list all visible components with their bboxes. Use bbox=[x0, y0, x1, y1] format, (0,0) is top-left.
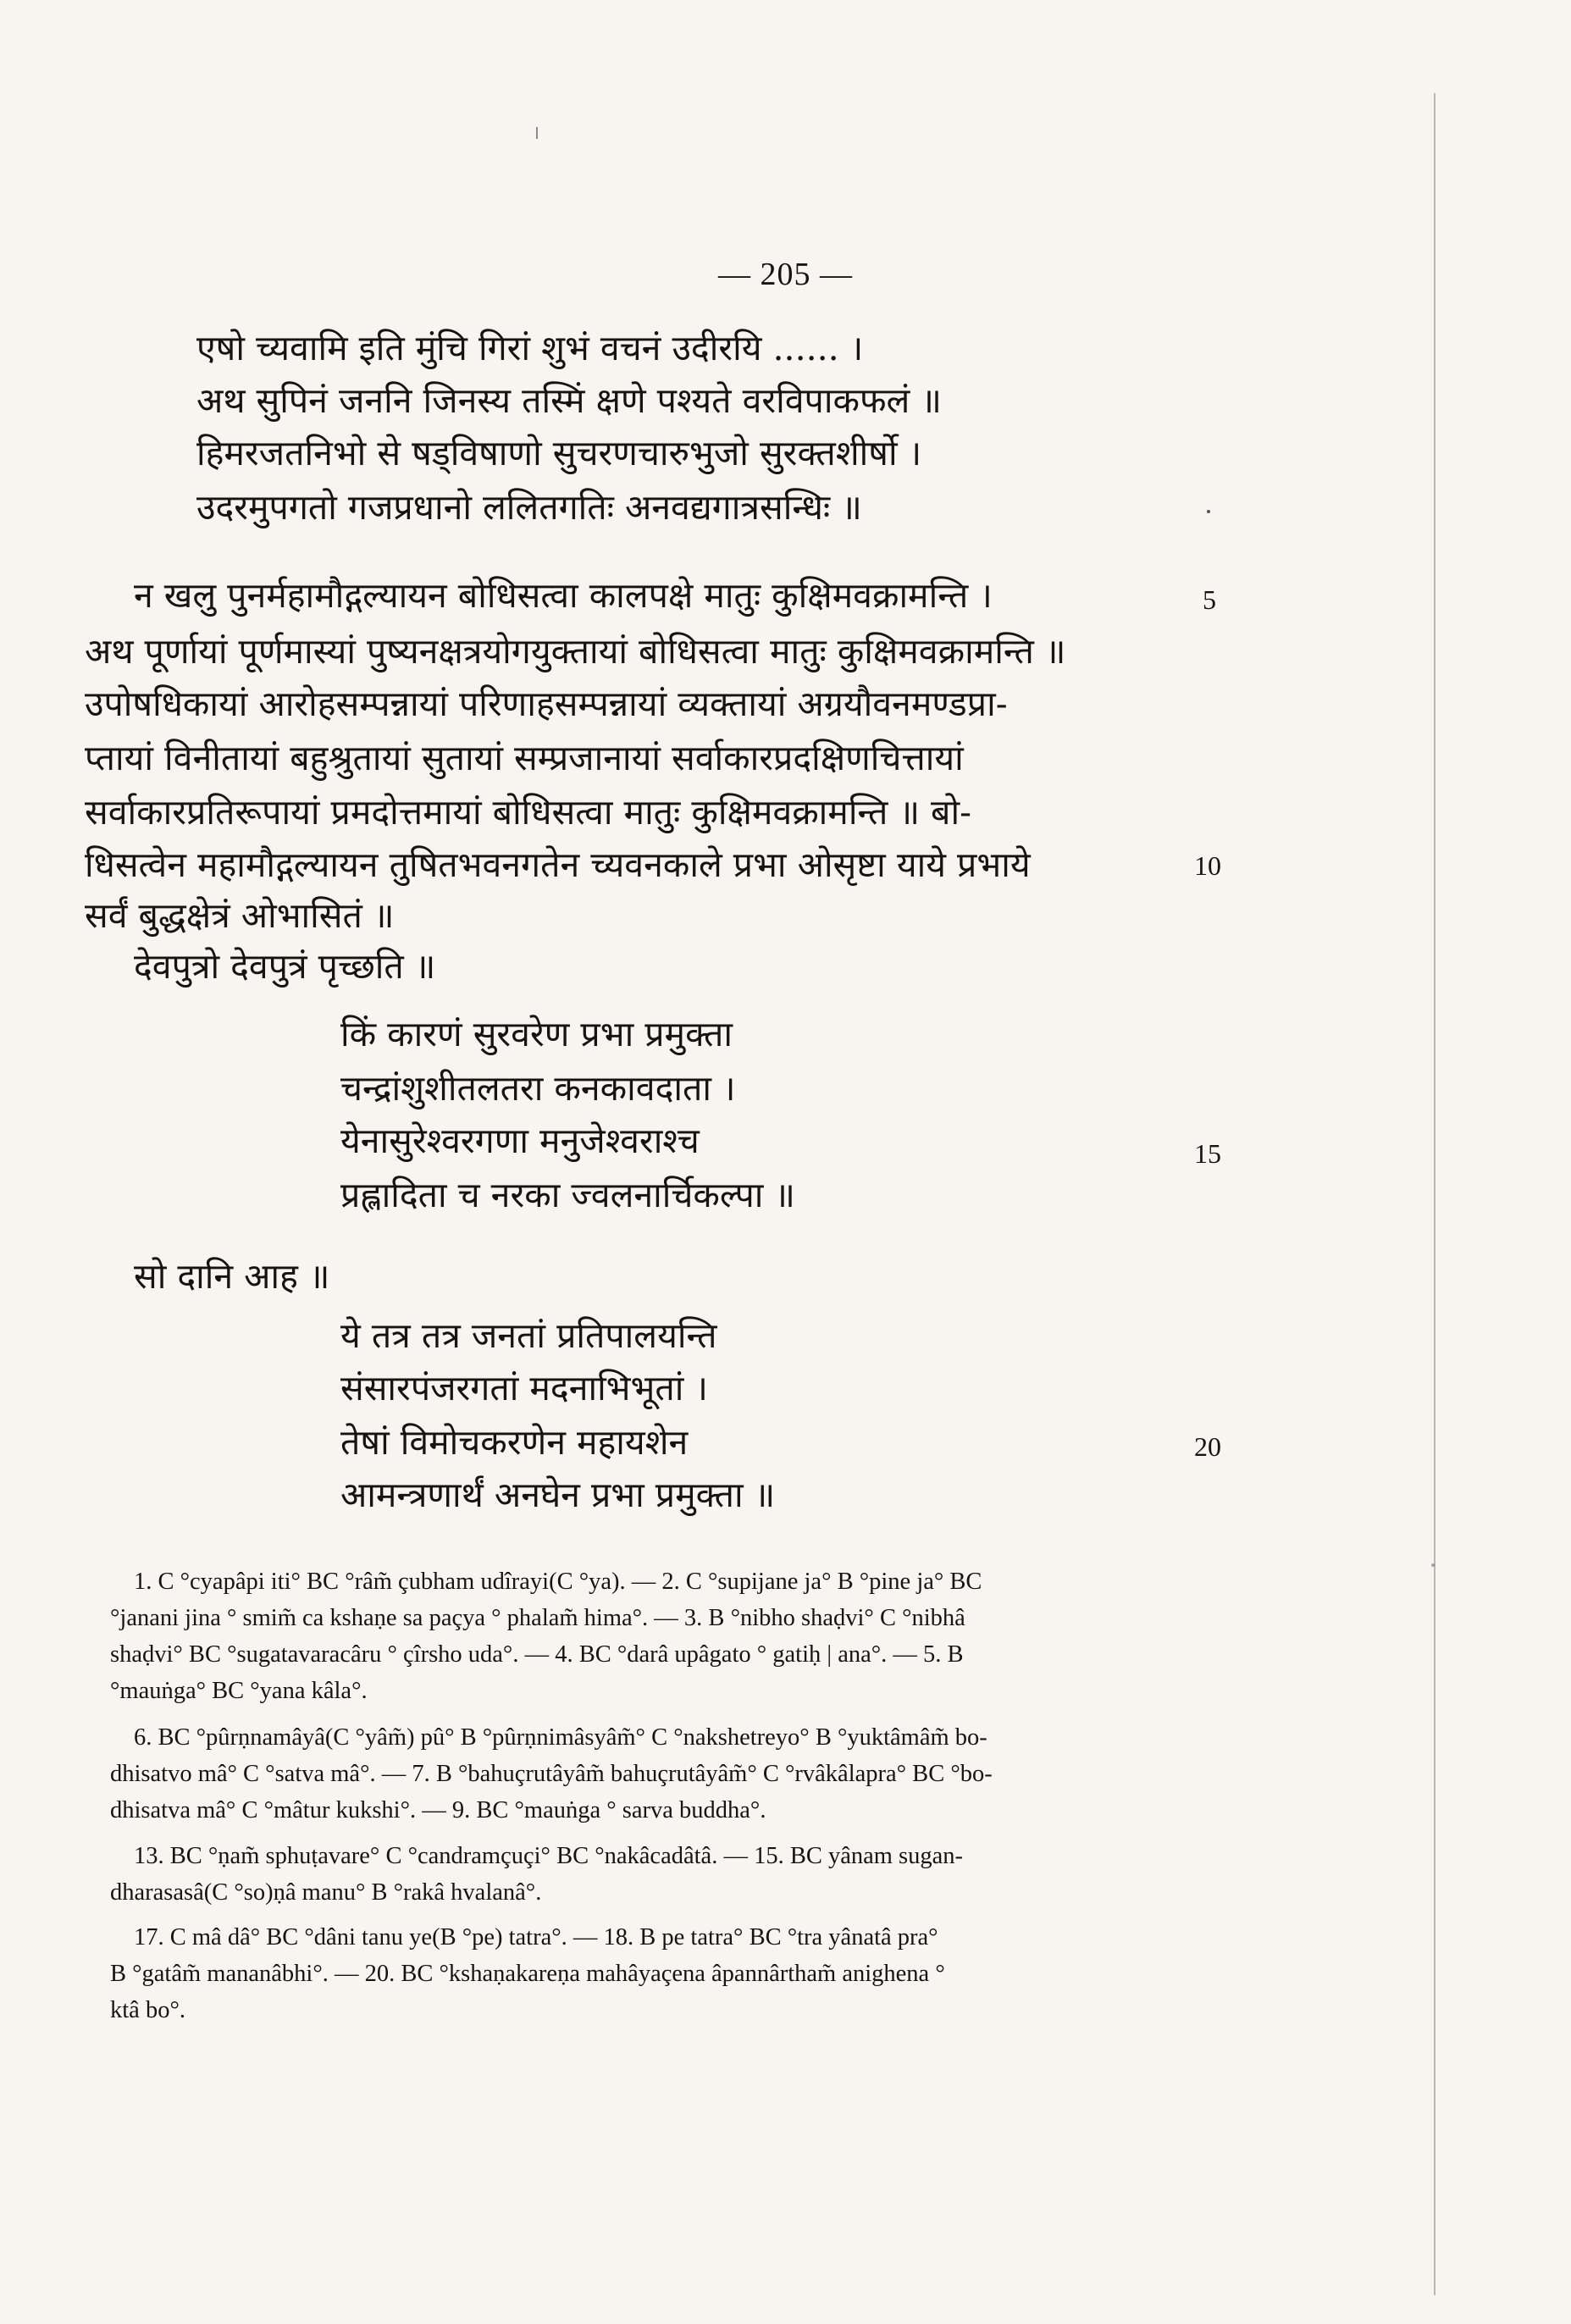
footnote-3-line-1: 13. BC °ṇam̃ sphuṭavare° C °candramçuçi° BC °nakâcadâtâ. — 15. BC yânam sugan- bbox=[134, 1843, 964, 1869]
margin-speck bbox=[1207, 510, 1210, 513]
right-edge-scan-line bbox=[1434, 93, 1435, 2295]
footnote-2-line-2: dhisatvo mâ° C °satva mâ°. — 7. B °bahuçrutâyâm̃ bahuçrutâyâm̃° C °rvâkâlapra° BC °bo- bbox=[110, 1761, 993, 1787]
prose-line-3: उपोषधिकायां आरोहसम्पन्नायां परिणाहसम्पन्नायां व्यक्तायां अग्रयौवनमण्डप्रा- bbox=[85, 683, 1008, 724]
verse1-line-3: हिमरजतनिभो से षड्विषाणो सुचरणचारुभुजो सुरक्तशीर्षो । bbox=[196, 433, 922, 473]
top-scan-mark bbox=[536, 127, 538, 139]
verse1-line-4: उदरमुपगतो गजप्रधानो ललितगतिः अनवद्यगात्रसन्धिः ॥ bbox=[196, 487, 862, 528]
footnote-4-line-1: 17. C mâ dâ° BC °dâni tanu ye(B °pe) tatra°. — 18. B pe tatra° BC °tra yânatâ pra° bbox=[134, 1924, 938, 1951]
footnote-4-line-2: B °gatâm̃ mananâbhi°. — 20. BC °kshaṇakareṇa mahâyaçena âpannârtham̃ anighena ° bbox=[110, 1961, 945, 1987]
line-number-5: 5 bbox=[1203, 584, 1216, 615]
footnote-1-line-2: °janani jina ° smim̃ ca kshaṇe sa paçya ° phalam̃ hima°. — 3. B °nibho shaḍvi° C °nibhâ bbox=[110, 1605, 965, 1631]
so-dani-line: सो दानि आह ॥ bbox=[134, 1256, 330, 1297]
footnote-3-line-2: dharasasâ(C °so)ṇâ manu° B °rakâ hvalanâ°. bbox=[110, 1879, 542, 1906]
line-number-15: 15 bbox=[1194, 1138, 1221, 1169]
footnote-1-line-4: °mauṅga° BC °yana kâla°. bbox=[110, 1678, 368, 1704]
verse3-line-4: आमन्त्रणार्थं अनघेन प्रभा प्रमुक्ता ॥ bbox=[340, 1475, 776, 1515]
verse2-line-1: किं कारणं सुरवरेण प्रभा प्रमुक्ता bbox=[340, 1014, 733, 1054]
footnote-block-4 bbox=[110, 1919, 1203, 2028]
verse1-line-1: एषो च्यवामि इति मुंचि गिरां शुभं वचनं उदीरयि ...... । bbox=[196, 328, 864, 368]
footnote-1-line-1: 1. C °cyapâpi iti° BC °râm̃ çubham udîrayi(C °ya). — 2. C °supijane ja° B °pine ja° BC bbox=[134, 1569, 982, 1595]
verse2-line-3: येनासुरेश्वरगणा मनुजेश्वराश्च bbox=[340, 1120, 700, 1161]
prose-line-2: अथ पूर्णायां पूर्णमास्यां पुष्यनक्षत्रयोगयुक्तायां बोधिसत्वा मातुः कुक्षिमवक्रामन्ति ॥ bbox=[85, 631, 1066, 672]
verse3-line-3: तेषां विमोचकरणेन महायशेन bbox=[340, 1422, 689, 1463]
prose-line-7: सर्वं बुद्धक्षेत्रं ओभासितं ॥ bbox=[85, 895, 395, 936]
footnote-1-line-3: shaḍvi° BC °sugatavaracâru ° çîrsho uda°. — 4. BC °darâ upâgato ° gatiḥ | ana°. — 5. B bbox=[110, 1641, 964, 1668]
verse1-line-2: अथ सुपिनं जननि जिनस्य तस्मिं क्षणे पश्यते वरविपाकफलं ॥ bbox=[196, 380, 942, 421]
verse2-line-2: चन्द्रांशुशीतलतरा कनकावदाता । bbox=[340, 1068, 736, 1109]
line-number-10: 10 bbox=[1194, 850, 1221, 881]
footnote-block-2 bbox=[110, 1719, 1203, 1829]
footnote-block-3 bbox=[110, 1838, 1203, 1911]
prose-line-6: धिसत्वेन महामौद्गल्यायन तुषितभवनगतेन च्यवनकाले प्रभा ओसृष्टा याये प्रभाये bbox=[85, 844, 1031, 885]
line-number-20: 20 bbox=[1194, 1431, 1221, 1462]
page-number: — 205 — bbox=[718, 257, 853, 292]
devaputra-line: देवपुत्रो देवपुत्रं पृच्छति ॥ bbox=[134, 946, 436, 987]
footnote-2-line-3: dhisatva mâ° C °mâtur kukshi°. — 9. BC °mauṅga ° sarva buddha°. bbox=[110, 1797, 766, 1823]
prose-line-5: सर्वाकारप्रतिरूपायां प्रमदोत्तमायां बोधिसत्वा मातुः कुक्षिमवक्रामन्ति ॥ बो- bbox=[85, 792, 971, 833]
margin-speck bbox=[1431, 1563, 1435, 1567]
footnote-block-1 bbox=[110, 1563, 1203, 1709]
verse3-line-1: ये तत्र तत्र जनतां प्रतिपालयन्ति bbox=[340, 1315, 717, 1356]
prose-line-1: न खलु पुनर्महामौद्गल्यायन बोधिसत्वा कालपक्षे मातुः कुक्षिमवक्रामन्ति । bbox=[134, 575, 993, 616]
verse2-line-4: प्रह्लादिता च नरका ज्वलनार्चिकल्पा ॥ bbox=[340, 1175, 795, 1215]
footnote-4-line-3: ktâ bo°. bbox=[110, 1997, 185, 2023]
verse3-line-2: संसारपंजरगतां मदनाभिभूतां । bbox=[340, 1368, 708, 1408]
footnote-2-line-1: 6. BC °pûrṇnamâyâ(C °yâm̃) pû° B °pûrṇnimâsyâm̃° C °nakshetreyo° B °yuktâmâm̃ bo- bbox=[134, 1724, 987, 1751]
prose-line-4: प्तायां विनीतायां बहुश्रुतायां सुतायां सम्प्रजानायां सर्वाकारप्रदक्षिणचित्तायां bbox=[85, 738, 964, 778]
